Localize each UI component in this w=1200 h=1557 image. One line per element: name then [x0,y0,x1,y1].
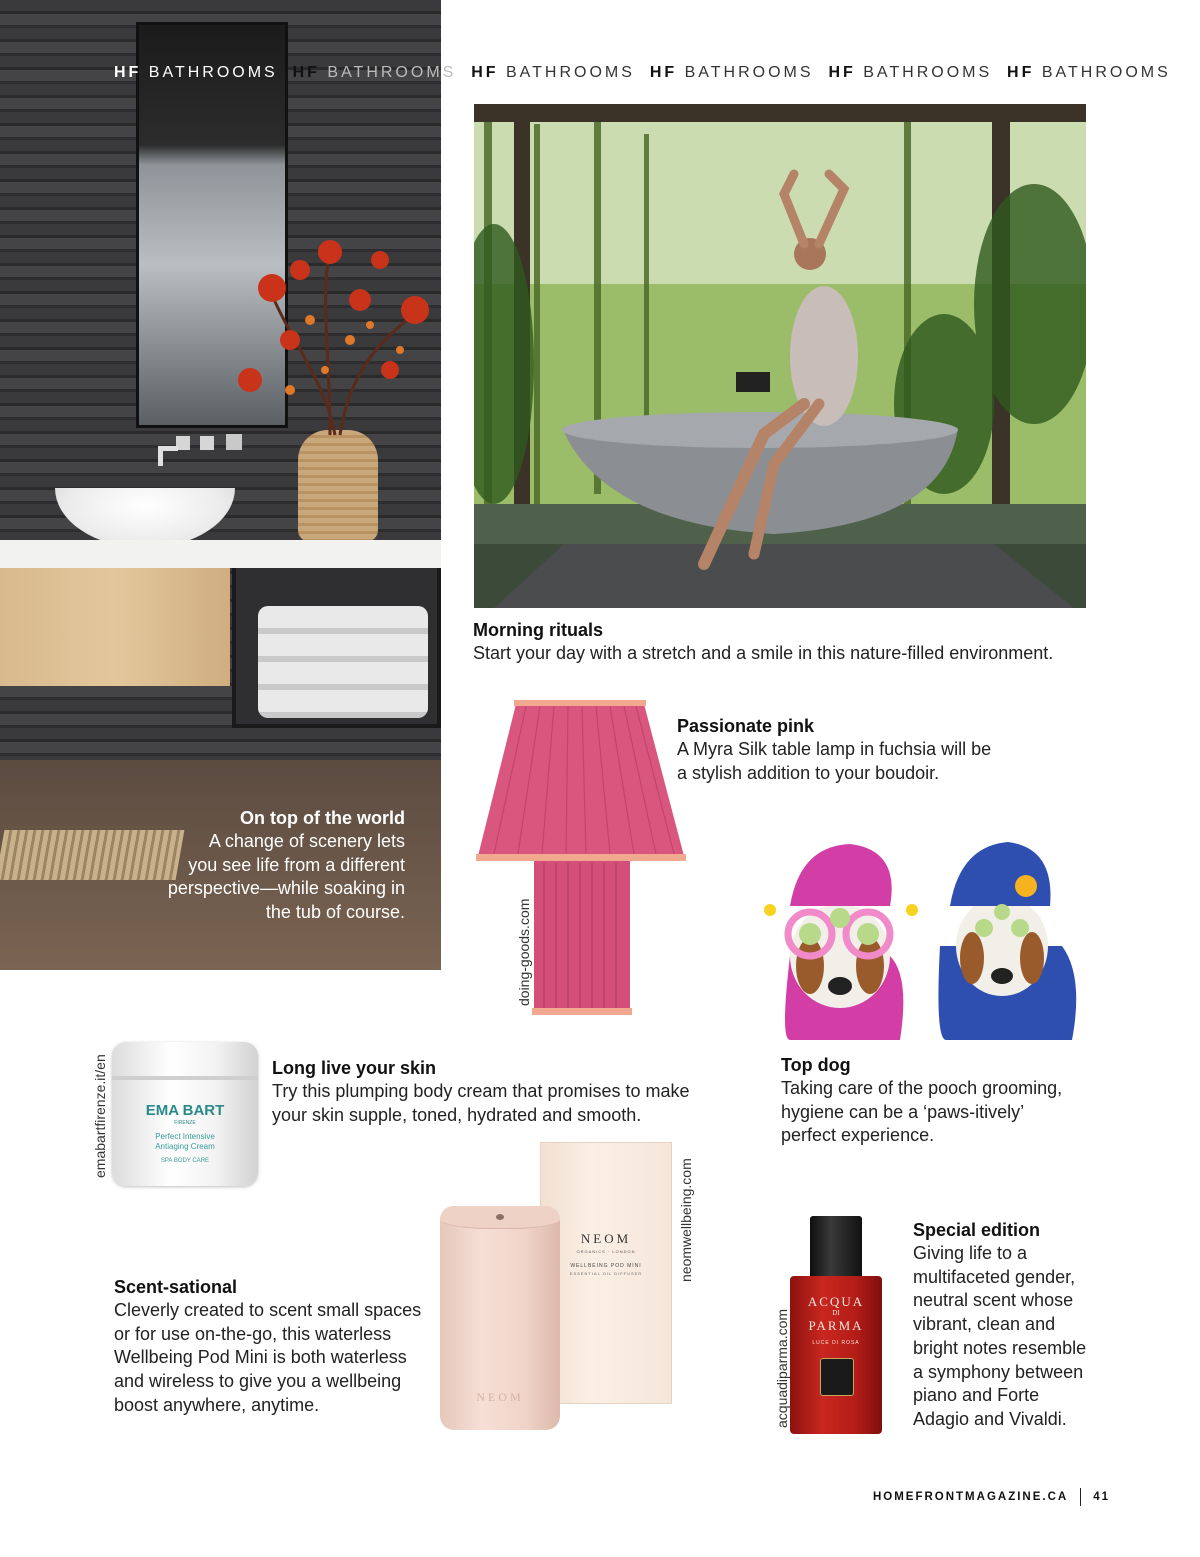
jar-product-name: Antiaging Cream [155,1142,215,1151]
vessel-basin [55,488,235,548]
caption-scent-sational [114,1275,434,1418]
caption-line: Taking care of the pooch grooming, [781,1078,1063,1098]
caption-title: Scent-sational [114,1277,238,1297]
caption-on-top-of-the-world [130,806,405,925]
box-product-name: WELLBEING POD MINI [570,1263,642,1269]
caption-top-dog [781,1053,1101,1148]
bottle-fragrance-name: LUCE DI ROSA [812,1340,860,1346]
jar-line: SPA BODY CARE [160,1158,210,1164]
autumn-branches [230,230,440,440]
diffuser-nozzle [496,1214,504,1220]
caption-line: Adagio and Vivaldi. [913,1408,1067,1429]
body-cream-jar [112,1042,258,1186]
rattan-vase [298,430,378,542]
jar-product-name: Perfect Intensive [155,1132,215,1141]
header-item: HF BATHROOMS [1007,64,1171,81]
perfume-bottle [790,1276,882,1434]
caption-line: you see life from a different [188,854,405,875]
caption-line: piano and Forte [913,1385,1040,1406]
lid-seam [112,1076,258,1080]
caption-line: multifaceted gender, [913,1266,1076,1287]
caption-line: a stylish addition to your boudoir. [677,762,940,783]
device-brand: NEOM [476,1390,524,1404]
footer-divider [1080,1488,1081,1506]
caption-line: and wireless to give you a wellbeing [114,1371,402,1392]
crest-emblem [820,1358,854,1396]
jungle-scene [474,104,1086,608]
header-item: HF BATHROOMS [471,64,635,81]
caption-title: Special edition [913,1220,1041,1240]
caption-line: A change of scenery lets [208,831,405,851]
header-item: HF BATHROOMS [292,64,457,81]
caption-line: perspective—while soaking in [167,878,405,899]
caption-title: On top of the world [240,808,405,828]
outdoor-bathtub-photo [474,104,1086,608]
caption-line: Try this plumping body cream that promises to make [272,1081,690,1101]
caption-line: Giving life to a [913,1243,1028,1263]
spa-dogs-image [750,836,1084,1040]
wood-drawer [0,568,230,686]
pink-table-lamp [474,698,690,1020]
page-footer [873,1488,1110,1506]
caption-line: Cleverly created to scent small spaces [114,1300,422,1320]
credit-emabart: emabartfirenze.it/en [92,1054,108,1178]
caption-title: Passionate pink [677,716,815,736]
caption-title: Long live your skin [272,1058,437,1078]
caption-line: boost anywhere, anytime. [114,1394,320,1415]
footer-site: HOMEFRONTMAGAZINE.CA [872,1491,1069,1503]
credit-acqua-di-parma: acquadiparma.com [774,1308,790,1428]
bottle-label-line: ACQUA [807,1294,865,1309]
bottle-label-line: DI [832,1309,840,1317]
caption-title: Morning rituals [473,620,603,640]
caption-title: Top dog [781,1055,851,1075]
caption-line: the tub of course. [265,902,405,923]
caption-line: perfect experience. [781,1125,935,1146]
header-item: HF BATHROOMS [114,64,278,81]
jar-brand: EMA BART [145,1102,225,1119]
dog-pink-towel [764,844,918,1040]
credit-doing-goods: doing-goods.com [516,898,532,1006]
caption-line: a symphony between [913,1361,1084,1382]
dog-blue-towel [938,842,1076,1040]
jar-subbrand: FIRENZE [174,1120,196,1126]
caption-line: bright notes resemble [913,1337,1087,1358]
caption-morning-rituals [473,618,1093,666]
box-subbrand: ORGANICS · LONDON [576,1249,636,1254]
credit-neom: neomwellbeing.com [678,1158,694,1282]
header-item: HF BATHROOMS [649,64,814,81]
header-item: HF BATHROOMS [828,64,993,81]
caption-passionate-pink [677,714,1037,785]
caption-line: or for use on-the-go, this waterless [114,1323,392,1344]
caption-line: Wellbeing Pod Mini is both waterless [114,1347,407,1368]
box-product-desc: ESSENTIAL OIL DIFFUSER [569,1271,643,1276]
neom-diffuser-device [440,1206,560,1430]
running-header [114,64,1171,84]
caption-line: your skin supple, toned, hydrated and smooth. [272,1104,642,1125]
page-number: 41 [1093,1491,1110,1503]
caption-special-edition [913,1218,1113,1432]
caption-line: hygiene can be a ‘paws-itively’ [781,1101,1025,1122]
bottle-label-line: PARMA [808,1318,864,1333]
caption-line: vibrant, clean and [913,1314,1056,1335]
folded-towels [258,606,428,718]
box-brand: NEOM [580,1231,632,1246]
caption-line: A Myra Silk table lamp in fuchsia will be [677,739,992,759]
caption-body: Start your day with a stretch and a smile in this nature-filled environment. [473,643,1054,663]
vanity-counter [0,540,441,568]
caption-long-live-your-skin [272,1056,712,1127]
caption-line: neutral scent whose [913,1290,1074,1311]
perfume-cap [810,1216,862,1280]
